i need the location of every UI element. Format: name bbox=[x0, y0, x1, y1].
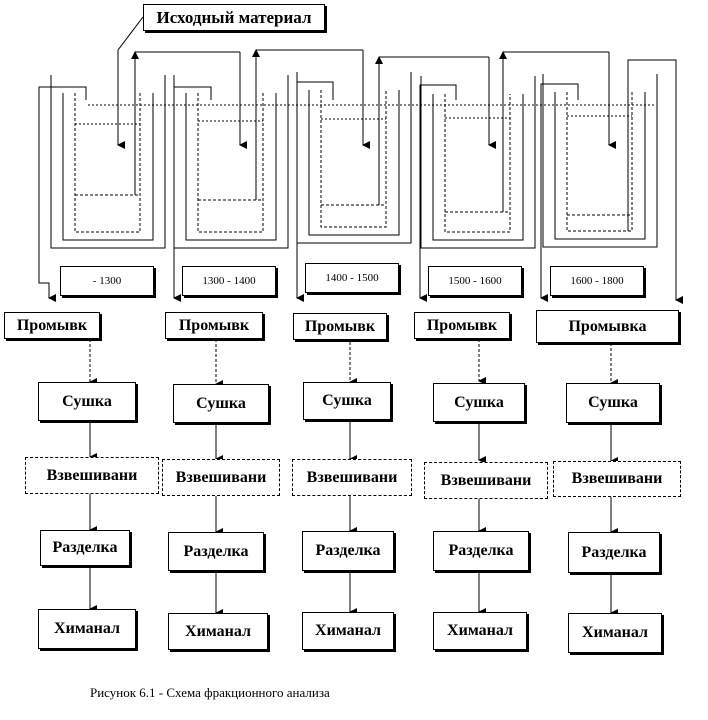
cut-box-4 bbox=[433, 531, 529, 571]
dry-label: Сушка bbox=[62, 392, 112, 410]
dry-box-1 bbox=[38, 382, 136, 421]
cut-label: Разделка bbox=[581, 543, 647, 561]
cut-box-2 bbox=[168, 532, 264, 571]
transfer-pipes bbox=[135, 50, 609, 212]
dry-box-4 bbox=[433, 383, 525, 422]
chem-box-5 bbox=[568, 613, 662, 653]
dry-box-5 bbox=[566, 383, 660, 423]
chem-box-2 bbox=[168, 613, 268, 650]
weigh-box-4 bbox=[424, 462, 548, 499]
range-label: 1400 - 1500 bbox=[325, 272, 379, 284]
chem-label: Химанал bbox=[582, 624, 648, 641]
dry-label: Сушка bbox=[196, 394, 246, 412]
wash-label: Промывк bbox=[426, 316, 498, 334]
dry-box-2 bbox=[173, 384, 269, 423]
wash-label: Промывк bbox=[16, 316, 88, 334]
wash-box-4 bbox=[414, 312, 510, 339]
weigh-box-2 bbox=[162, 459, 280, 496]
cut-box-3 bbox=[302, 531, 394, 571]
dry-label: Сушка bbox=[322, 392, 372, 409]
weigh-label: Взвешивани bbox=[571, 470, 663, 487]
range-label: 1300 - 1400 bbox=[202, 275, 256, 287]
cut-label: Разделка bbox=[183, 542, 249, 560]
dry-label: Сушка bbox=[588, 394, 638, 411]
range-box-4 bbox=[428, 266, 522, 296]
wash-box-2 bbox=[165, 312, 263, 339]
range-box-1 bbox=[60, 266, 154, 296]
chem-label: Химанал bbox=[54, 620, 120, 637]
range-box-2 bbox=[182, 266, 276, 296]
weigh-label: Взвешивани bbox=[306, 468, 398, 486]
tank-3 bbox=[297, 72, 411, 243]
range-box-5 bbox=[550, 266, 644, 296]
chem-label: Химанал bbox=[447, 622, 513, 639]
source-feed bbox=[118, 17, 143, 145]
wash-label: Промывк bbox=[304, 317, 376, 335]
figure-caption: Рисунок 6.1 - Схема фракционного анализа bbox=[90, 685, 330, 700]
range-box-3 bbox=[305, 263, 399, 293]
wash-label: Промывка bbox=[568, 317, 647, 335]
source-material-box bbox=[143, 4, 325, 31]
weigh-box-3 bbox=[292, 459, 412, 496]
chem-box-3 bbox=[302, 612, 394, 650]
weigh-label: Взвешивани bbox=[440, 471, 532, 489]
weigh-box-5 bbox=[553, 461, 681, 497]
chem-box-4 bbox=[433, 612, 527, 650]
tank-1 bbox=[51, 75, 165, 248]
wash-box-1 bbox=[4, 312, 100, 339]
liquid-levels bbox=[75, 105, 655, 124]
wash-box-5 bbox=[536, 310, 679, 343]
source-material-label: Исходный материал bbox=[156, 7, 312, 27]
cut-label: Разделка bbox=[52, 539, 118, 556]
range-label: 1600 - 1800 bbox=[570, 275, 624, 287]
wash-box-3 bbox=[293, 313, 387, 340]
chem-label: Химанал bbox=[315, 622, 381, 639]
cut-label: Разделка bbox=[448, 542, 514, 559]
cut-label: Разделка bbox=[315, 542, 381, 559]
tanks bbox=[51, 72, 657, 248]
range-label: 1500 - 1600 bbox=[448, 275, 502, 287]
weigh-box-1 bbox=[25, 457, 159, 494]
dry-label: Сушка bbox=[454, 393, 504, 411]
weigh-label: Взвешивани bbox=[175, 468, 267, 486]
range-label: - 1300 bbox=[92, 275, 122, 287]
wash-label: Промывк bbox=[178, 316, 250, 334]
dry-box-3 bbox=[303, 382, 391, 420]
cut-box-5 bbox=[568, 532, 660, 573]
chem-label: Химанал bbox=[185, 622, 251, 640]
cut-box-1 bbox=[40, 530, 130, 566]
chem-box-1 bbox=[38, 609, 136, 649]
tank-2 bbox=[174, 75, 288, 248]
tank-4 bbox=[421, 76, 535, 248]
tank-5 bbox=[543, 74, 657, 247]
weigh-label: Взвешивани bbox=[46, 466, 138, 484]
